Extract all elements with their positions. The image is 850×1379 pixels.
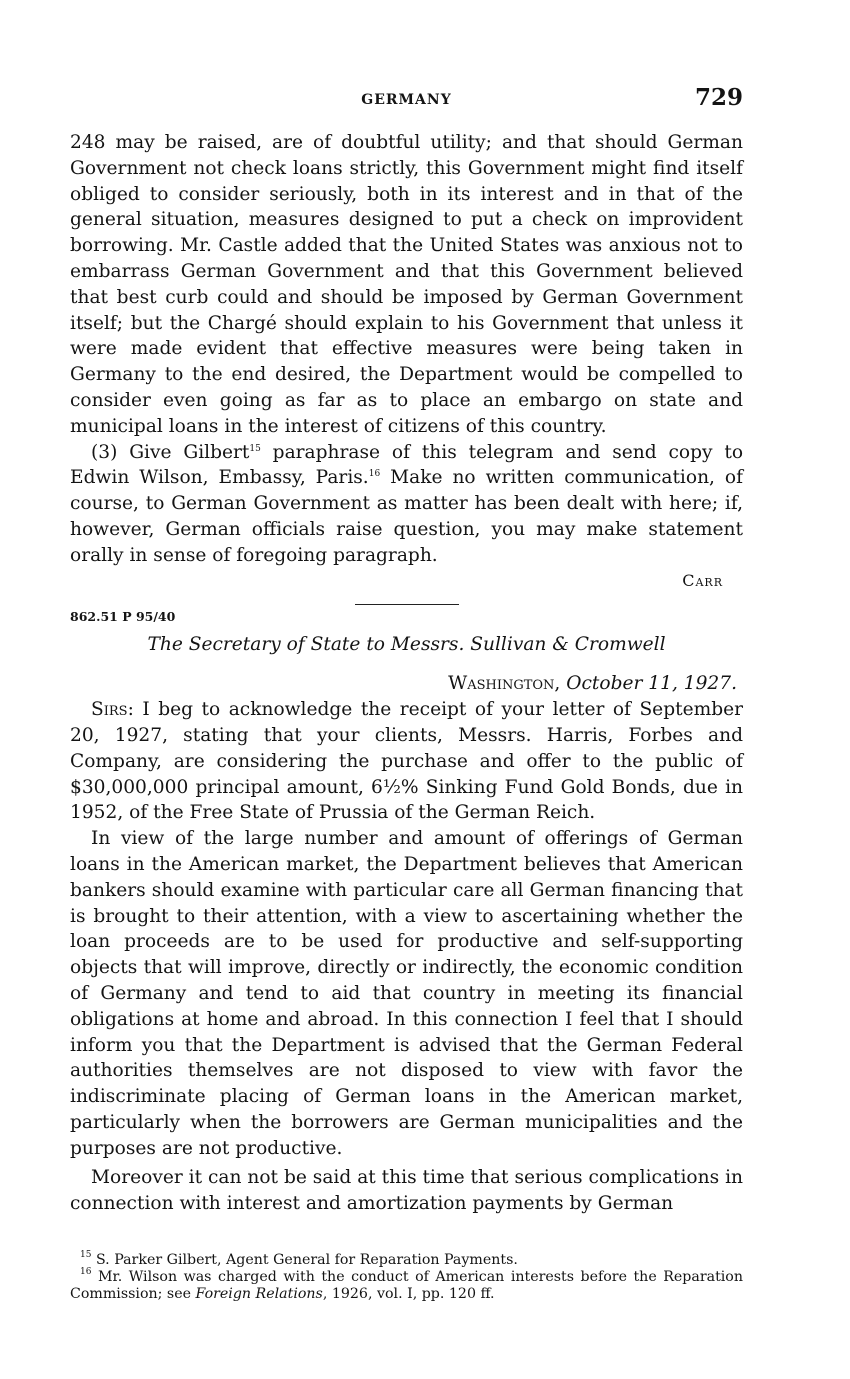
footnote-16-number: 16 xyxy=(80,1267,92,1277)
page-header xyxy=(70,84,743,116)
letter-paragraph-2: In view of the large number and amount of offerings of German loans in the American market, the Department believes that American bankers should examine with particular care all German financing that is brought to their attention, with a view to ascertaining whether the loan proceeds are to be used for productive and self-supporting objects that will improve, directly or indirectly, the economic condition of Germany and tend to aid that country in meeting its financial obligations at home and abroad. In this connection I feel that I should inform you that the Department is advised that the German Federal authorities themselves are not disposed to view with favor the indiscriminate placing of German loans in the American market, particularly when the borrowers are German municipalities and the purposes are not productive. xyxy=(70,828,743,1159)
paragraph-3-middle: paraphrase of this telegram and send copy to Edwin Wilson, Embassy, Paris. xyxy=(70,441,744,489)
footnote-16-text-end: , 1926, vol. I, pp. 120 ff. xyxy=(322,1286,495,1302)
footnote-15-text: S. Parker Gilbert, Agent General for Reparation Payments. xyxy=(91,1252,518,1268)
dateline-date: October 11, 1927. xyxy=(566,673,737,695)
running-head: GERMANY xyxy=(361,92,452,108)
footnote-16-citation: Foreign Relations xyxy=(195,1286,323,1302)
salutation: Sirs xyxy=(91,699,128,721)
file-reference: 862.51 P 95/40 xyxy=(70,608,176,624)
letter-paragraph-3: Moreover it can not be said at this time that serious complications in connection with interest and amortization payments by German xyxy=(70,1167,743,1215)
letter-paragraph-1 xyxy=(70,697,743,826)
paragraph-3-start: (3) Give Gilbert xyxy=(91,441,250,463)
footnote-16-text: Mr. Wilson was charged with the conduct of American interests before the Reparation Commission; see xyxy=(70,1269,743,1302)
telegram-paragraph-3 xyxy=(70,440,743,569)
paragraph-3-end: Make no written communication, of course, to German Government as matter has been dealt with here; if, however, German officials raise question, you may make statement orally in sense of foregoing paragraph. xyxy=(70,467,743,566)
page-body xyxy=(70,130,743,1217)
telegram-paragraph-continued: 248 may be raised, are of doubtful utility; and that should German Government not check loans strictly, this Government might find itself obliged to consider seriously, both in its interest and in that of the general situation, measures designed to put a check on improvident borrowing. Mr. Castle added that the United States was anxious not to embarrass German Government and that this Government believed that best curb could and should be imposed by German Government itself; but the Chargé should explain to his Government that unless it were made evident that effective measures were being taken in Germany to the end desired, the Department would be compelled to consider even going as far as to place an embargo on state and municipal loans in the interest of citizens of this country. xyxy=(70,132,743,437)
document-title: The Secretary of State to Messrs. Sullivan & Cromwell xyxy=(147,633,666,655)
footnote-15-number: 15 xyxy=(80,1250,92,1260)
dateline: Washington, October 11, 1927. xyxy=(448,673,737,695)
footnote-16 xyxy=(70,1269,743,1303)
footnote-15 xyxy=(70,1252,743,1269)
letter-paragraph-1-text: : I beg to acknowledge the receipt of your letter of September 20, 1927, stating that your clients, Messrs. Harris, Forbes and Company, are considering the purchase and offer to the public of $30,000,000 principal amount, 6½% Sinking Fund Gold Bonds, due in 1952, of the Free State of Prussia of the German Reich. xyxy=(70,699,743,824)
signature-carr: Carr xyxy=(682,570,723,590)
footnotes xyxy=(70,1252,743,1303)
section-divider xyxy=(355,604,459,605)
footnote-ref-15[interactable]: 15 xyxy=(249,443,261,454)
page-number: 729 xyxy=(694,84,743,111)
footnote-ref-16[interactable]: 16 xyxy=(368,469,381,480)
dateline-place: Washington xyxy=(448,673,555,695)
